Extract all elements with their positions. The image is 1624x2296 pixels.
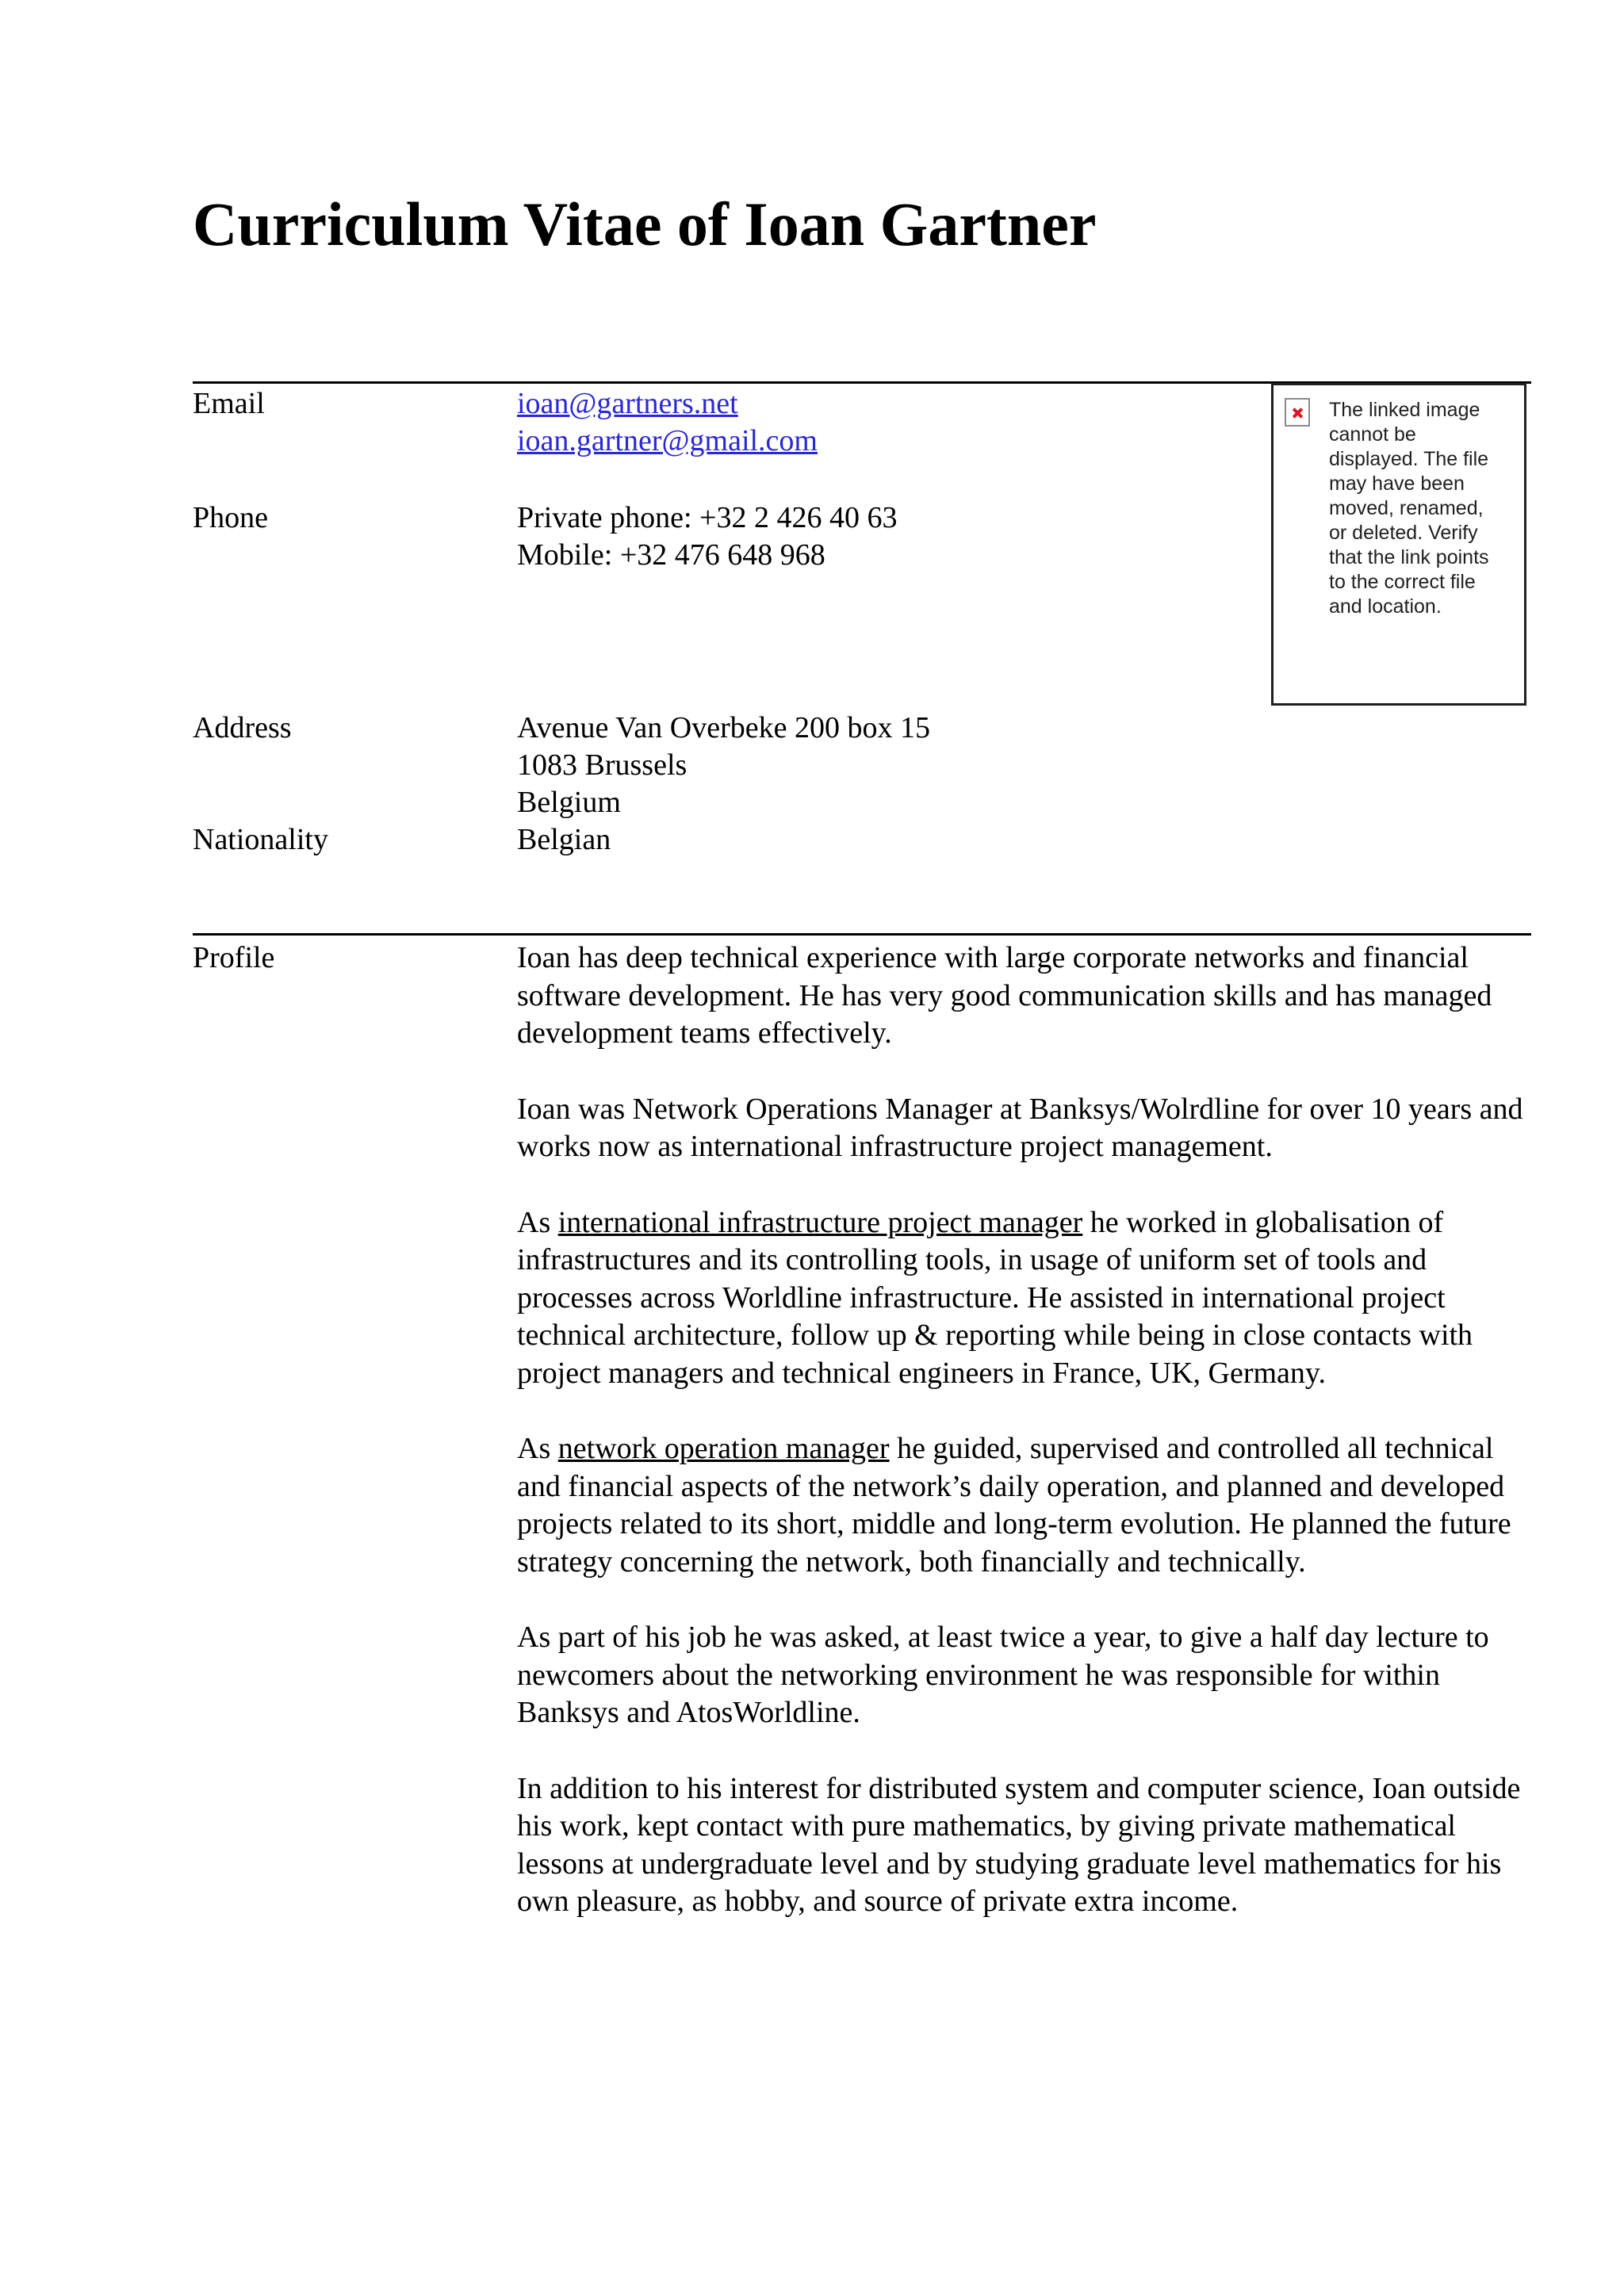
nationality-label: Nationality: [193, 823, 328, 856]
profile-paragraph: As part of his job he was asked, at least twice a year, to give a half day lecture to newcomers about the networking environment he was responsible for within Banksys and AtosWorldline.: [517, 1621, 1489, 1729]
address-line: 1083 Brussels: [517, 748, 688, 782]
address-line: Belgium: [517, 786, 621, 819]
private-phone: Private phone: +32 2 426 40 63: [517, 501, 898, 534]
role-network-operation: network operation manager: [557, 1432, 890, 1465]
email-label: Email: [193, 387, 265, 420]
email-list: [517, 385, 818, 460]
profile-text: [517, 939, 1540, 1959]
page-title: Curriculum Vitae of Ioan Gartner: [193, 189, 1097, 258]
section-divider: [193, 933, 1531, 936]
profile-paragraph: Ioan was Network Operations Manager at Banksys/Wolrdline for over 10 years and works now as international infrastructure project management.: [517, 1092, 1523, 1163]
address-block: [517, 710, 930, 821]
profile-paragraph: Ioan has deep technical experience with large corporate networks and financial software development. He has very good communication skills and has managed development teams effectively.: [517, 941, 1492, 1050]
email-link-primary[interactable]: ioan@gartners.net: [517, 387, 738, 420]
nationality-value: Belgian: [517, 823, 611, 856]
phone-label: Phone: [193, 501, 268, 534]
address-label: Address: [193, 711, 292, 744]
phone-list: [517, 499, 898, 574]
profile-label: Profile: [193, 941, 275, 974]
profile-paragraph: As network operation manager he guided, supervised and controlled all technical and financial aspects of the network’s daily operation, and planned and developed projects related to its short, middle and long-term evolution. He planned the future strategy concerning the network, both financially and technically.: [517, 1432, 1511, 1578]
role-international-infrastructure: international infrastructure project manager: [557, 1205, 1083, 1239]
broken-image-placeholder: [1271, 383, 1526, 706]
profile-paragraph: As international infrastructure project manager he worked in globalisation of infrastructures and its controlling tools, in usage of uniform set of tools and processes across Worldline infrastructure. He assisted in international project technical architecture, follow up & reporting while being in close contacts with project managers and technical engineers in France, UK, Germany.: [517, 1205, 1473, 1390]
address-line: Avenue Van Overbeke 200 box 15: [517, 711, 930, 744]
broken-image-message: The linked image cannot be displayed. The file may have been moved, renamed, or deleted. Verify that the link points to the correct file and location.: [1329, 399, 1489, 618]
broken-image-icon: [1285, 398, 1310, 427]
mobile-phone: Mobile: +32 476 648 968: [517, 538, 825, 572]
email-link-secondary[interactable]: ioan.gartner@gmail.com: [517, 424, 818, 457]
profile-paragraph: In addition to his interest for distributed system and computer science, Ioan outside his work, kept contact with pure mathematics, by giving private mathematical lessons at undergraduate level and by studying graduate level mathematics for his own pleasure, as hobby, and source of private extra income.: [517, 1771, 1521, 1918]
